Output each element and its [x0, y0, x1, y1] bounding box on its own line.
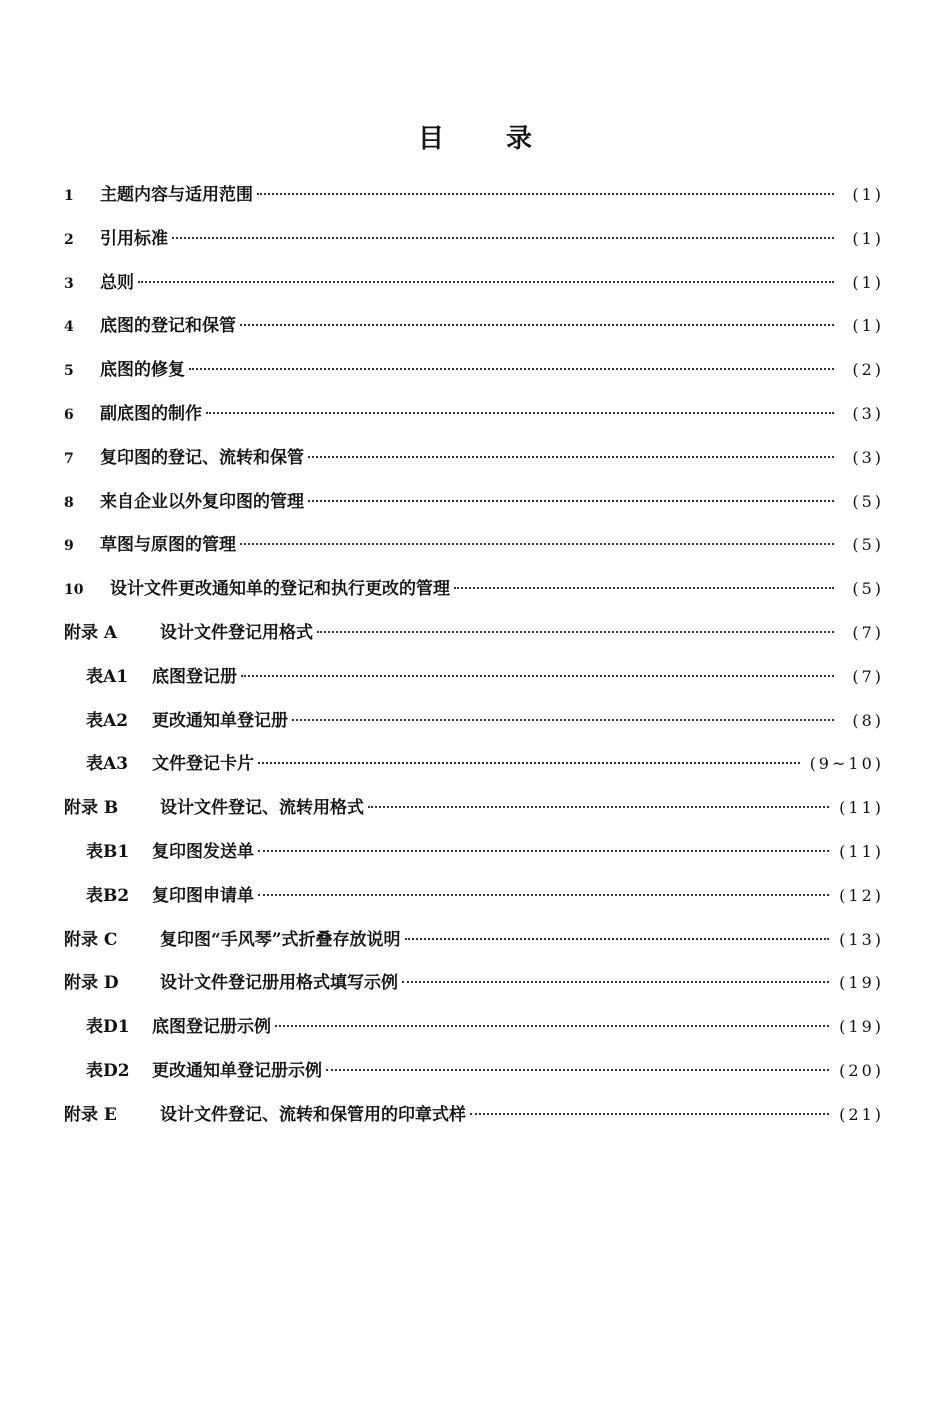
toc-entry-10 — [64, 574, 884, 618]
dot-leader — [206, 412, 834, 414]
toc-entry-label: 底图的修复 — [100, 360, 185, 381]
toc-entry-number: 3 — [64, 275, 74, 292]
appendix-page: (11) — [839, 798, 884, 818]
table-title: 更改通知单登记册示例 — [152, 1060, 322, 1081]
table-label: 表B2 — [86, 885, 130, 906]
toc-entry-page: (5) — [852, 579, 884, 599]
dot-leader — [317, 631, 834, 633]
table-title: 更改通知单登记册 — [152, 710, 288, 731]
toc-entry-number: 2 — [64, 231, 74, 248]
dot-leader — [258, 762, 800, 764]
toc-entry-page: (1) — [852, 316, 884, 336]
toc-entry-7 — [64, 443, 884, 487]
toc-entry-page: (1) — [852, 272, 884, 292]
table-label: 表D2 — [86, 1060, 130, 1081]
toc-entry-label: 草图与原图的管理 — [100, 535, 236, 556]
toc-entry-label: 底图的登记和保管 — [100, 316, 236, 337]
dot-leader — [308, 456, 834, 458]
table-page: (9~10) — [809, 754, 884, 774]
table-label: 表A2 — [86, 710, 129, 731]
toc-entry-9 — [64, 530, 884, 574]
table-title: 复印图申请单 — [152, 885, 254, 906]
dot-leader — [368, 806, 829, 808]
toc-entry-number: 10 — [64, 582, 84, 599]
toc-table-a1 — [64, 662, 884, 706]
dot-leader — [138, 281, 834, 283]
page-title: 目录 — [417, 124, 594, 154]
toc-entry-label: 总则 — [100, 272, 134, 293]
table-page: (19) — [839, 1017, 884, 1037]
toc-entry-number: 9 — [64, 538, 74, 555]
dot-leader — [240, 324, 834, 326]
table-of-contents — [64, 180, 884, 1144]
toc-entry-number: 6 — [64, 406, 74, 423]
appendix-page: (19) — [839, 973, 884, 993]
toc-entry-number: 7 — [64, 450, 74, 467]
dot-leader — [470, 1113, 829, 1115]
toc-entry-page: (1) — [852, 228, 884, 248]
toc-entry-5 — [64, 355, 884, 399]
table-page: (11) — [839, 841, 884, 861]
toc-entry-page: (1) — [852, 185, 884, 204]
appendix-label: 附录 D — [64, 973, 119, 994]
dot-leader — [308, 500, 834, 502]
toc-entry-page: (5) — [852, 535, 884, 555]
table-page: (12) — [839, 885, 884, 905]
dot-leader — [275, 1025, 829, 1027]
toc-entry-page: (2) — [852, 360, 884, 380]
toc-entry-number: 1 — [64, 188, 74, 204]
dot-leader — [258, 894, 829, 896]
appendix-title: 复印图“手风琴”式折叠存放说明 — [160, 929, 401, 950]
appendix-label: 附录 A — [64, 622, 118, 643]
toc-entry-label: 复印图的登记、流转和保管 — [100, 447, 304, 468]
dot-leader — [326, 1069, 829, 1071]
toc-entry-label: 引用标准 — [100, 228, 168, 249]
toc-appendix-e — [64, 1100, 884, 1144]
appendix-page: (13) — [839, 929, 884, 949]
toc-entry-page: (3) — [852, 403, 884, 423]
toc-entry-6 — [64, 399, 884, 443]
dot-leader — [257, 193, 834, 195]
toc-entry-1 — [64, 180, 884, 224]
toc-entry-8 — [64, 487, 884, 531]
toc-entry-3 — [64, 268, 884, 312]
toc-entry-page: (5) — [852, 491, 884, 511]
table-page: (7) — [852, 666, 884, 686]
table-label: 表D1 — [86, 1017, 130, 1038]
appendix-title: 设计文件登记、流转和保管用的印章式样 — [160, 1104, 466, 1125]
table-title: 文件登记卡片 — [152, 754, 254, 775]
dot-leader — [241, 675, 834, 677]
appendix-page: (7) — [852, 622, 884, 642]
dot-leader — [402, 981, 829, 983]
toc-table-a2 — [64, 706, 884, 750]
appendix-title: 设计文件登记册用格式填写示例 — [160, 973, 398, 994]
toc-entry-4 — [64, 311, 884, 355]
table-page: (8) — [852, 710, 884, 730]
appendix-label: 附录 B — [64, 798, 119, 819]
toc-table-d2 — [64, 1056, 884, 1100]
appendix-page: (21) — [839, 1104, 884, 1124]
dot-leader — [292, 719, 834, 721]
dot-leader — [258, 850, 829, 852]
toc-appendix-d — [64, 968, 884, 1012]
dot-leader — [405, 938, 830, 940]
toc-table-b2 — [64, 881, 884, 925]
appendix-title: 设计文件登记、流转用格式 — [160, 798, 364, 819]
toc-appendix-c — [64, 925, 884, 969]
toc-entry-number: 4 — [64, 319, 74, 336]
table-label: 表A3 — [86, 754, 129, 775]
toc-entry-number: 8 — [64, 494, 74, 511]
appendix-title: 设计文件登记用格式 — [160, 622, 313, 643]
toc-entry-number: 5 — [64, 363, 74, 380]
dot-leader — [172, 237, 834, 239]
toc-entry-label: 来自企业以外复印图的管理 — [100, 491, 304, 512]
toc-entry-label: 副底图的制作 — [100, 403, 202, 424]
toc-entry-2 — [64, 224, 884, 268]
toc-entry-page: (3) — [852, 447, 884, 467]
table-title: 底图登记册示例 — [152, 1017, 271, 1038]
toc-table-d1 — [64, 1012, 884, 1056]
table-page: (20) — [839, 1060, 884, 1080]
table-label: 表B1 — [86, 841, 130, 862]
toc-entry-label: 主题内容与适用范围 — [100, 185, 253, 205]
table-title: 复印图发送单 — [152, 841, 254, 862]
appendix-label: 附录 E — [64, 1104, 117, 1125]
dot-leader — [454, 587, 834, 589]
table-label: 表A1 — [86, 666, 129, 687]
toc-entry-label: 设计文件更改通知单的登记和执行更改的管理 — [110, 579, 450, 600]
toc-appendix-a — [64, 618, 884, 662]
toc-appendix-b — [64, 793, 884, 837]
toc-table-a3 — [64, 749, 884, 793]
dot-leader — [240, 543, 834, 545]
dot-leader — [189, 368, 834, 370]
toc-table-b1 — [64, 837, 884, 881]
table-title: 底图登记册 — [152, 666, 237, 687]
appendix-label: 附录 C — [64, 929, 118, 950]
